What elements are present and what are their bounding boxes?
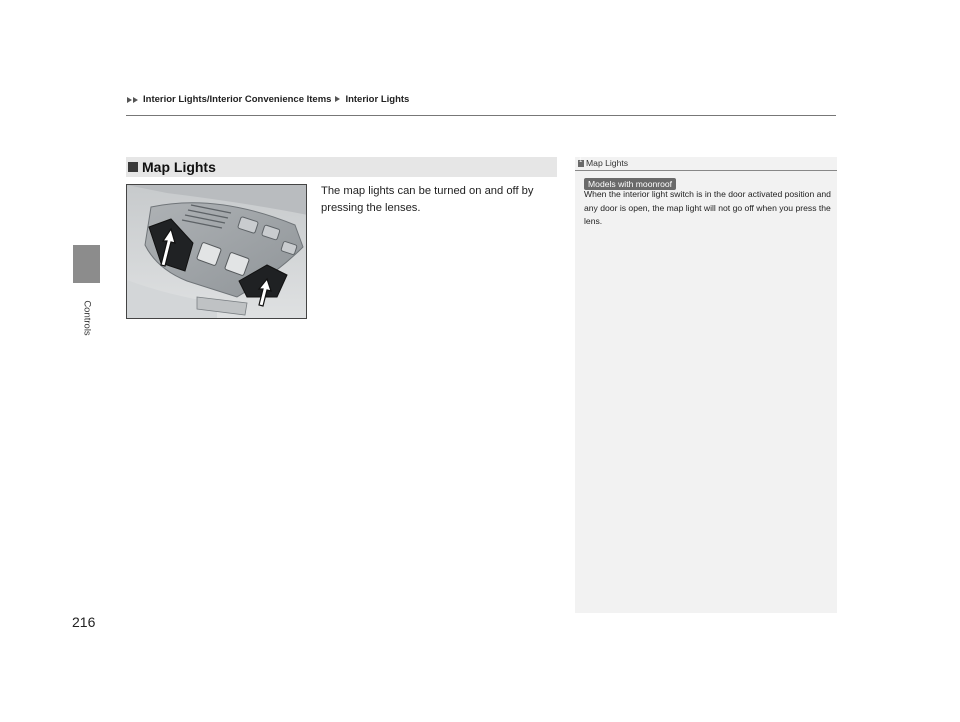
section-body-text: The map lights can be turned on and off by pressing the lenses. [321,185,534,214]
note-title: Map Lights [586,158,629,168]
map-lights-illustration [126,184,307,319]
note-header [575,157,837,170]
header-divider [126,115,836,116]
chapter-tab [73,245,100,283]
section-square-icon [128,162,138,172]
breadcrumb-arrows-icon [127,97,139,103]
note-divider [575,170,837,171]
breadcrumb [127,94,409,105]
overhead-console-drawing [127,185,307,319]
page-number: 216 [72,614,96,630]
chapter-label-text: Controls [81,300,93,336]
note-marker-number: 1 [579,158,583,164]
breadcrumb-item-interior-lights[interactable]: Interior Lights [345,94,410,105]
note-text: When the interior light switch is in the door activated position and any door is open, the map light will not go off when you press the lens. [584,189,831,226]
breadcrumb-separator-icon [335,94,341,105]
model-badge-label: Models with moonroof [584,178,676,190]
note-panel [575,157,837,613]
chapter-label [80,293,94,343]
breadcrumb-item-interior-lights-convenience[interactable]: Interior Lights/Interior Convenience Items [143,94,332,105]
section-title: Map Lights [142,159,216,175]
section-heading [126,157,557,177]
